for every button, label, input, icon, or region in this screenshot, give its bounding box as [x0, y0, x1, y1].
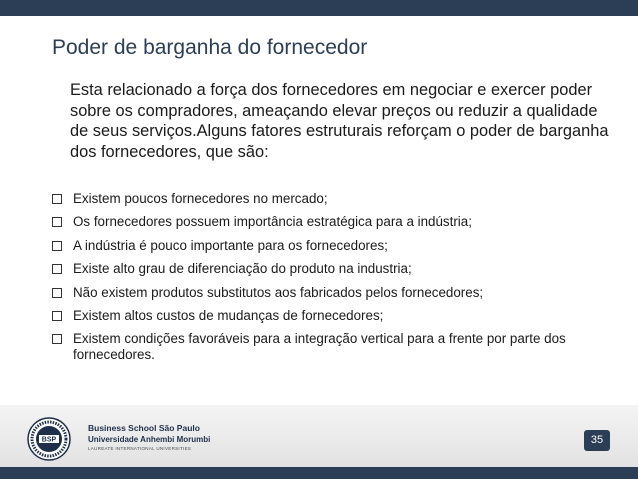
square-bullet-icon — [52, 334, 62, 344]
page-number-badge: 35 — [584, 430, 610, 451]
intro-paragraph: Esta relacionado a força dos fornecedores em negociar e exercer poder sobre os compradores, ameaçando elevar preços ou reduzir a qualidade de seus serviços.Alguns fatores estruturais reforçam o poder de barganha dos fornecedores, que são: — [70, 81, 609, 161]
bullet-text: Não existem produtos substitutos aos fabricados pelos fornecedores; — [73, 284, 484, 300]
list-item — [52, 308, 612, 324]
square-bullet-icon — [52, 194, 62, 204]
slide-title: Poder de barganha do fornecedor — [52, 36, 368, 59]
bullet-list — [52, 191, 612, 370]
bullet-text: Existe alto grau de diferenciação do produto na industria; — [73, 261, 412, 277]
school-brand — [88, 423, 210, 453]
seal-initials: BSP — [41, 436, 57, 444]
school-name: Business School São Paulo — [88, 423, 200, 433]
bullet-text: Existem altos custos de mudanças de fornecedores; — [73, 307, 384, 323]
network-name: LAUREATE INTERNATIONAL UNIVERSITIES — [88, 446, 192, 451]
list-item — [52, 191, 612, 207]
square-bullet-icon — [52, 217, 62, 227]
square-bullet-icon — [52, 311, 62, 321]
bottom-bar — [0, 467, 638, 479]
list-item — [52, 331, 612, 362]
square-bullet-icon — [52, 241, 62, 251]
university-name: Universidade Anhembi Morumbi — [88, 435, 211, 444]
school-seal-logo — [27, 417, 71, 461]
top-bar — [0, 0, 638, 16]
list-item — [52, 214, 612, 230]
bullet-text: A indústria é pouco importante para os fornecedores; — [73, 237, 388, 253]
square-bullet-icon — [52, 288, 62, 298]
bullet-text: Os fornecedores possuem importância estratégica para a indústria; — [73, 214, 472, 230]
square-bullet-icon — [52, 264, 62, 274]
list-item — [52, 238, 612, 254]
list-item — [52, 285, 612, 301]
bullet-text: Existem condições favoráveis para a integração vertical para a frente por parte dos fornecedores. — [73, 331, 566, 362]
bullet-text: Existem poucos fornecedores no mercado; — [73, 191, 328, 206]
list-item — [52, 261, 612, 277]
